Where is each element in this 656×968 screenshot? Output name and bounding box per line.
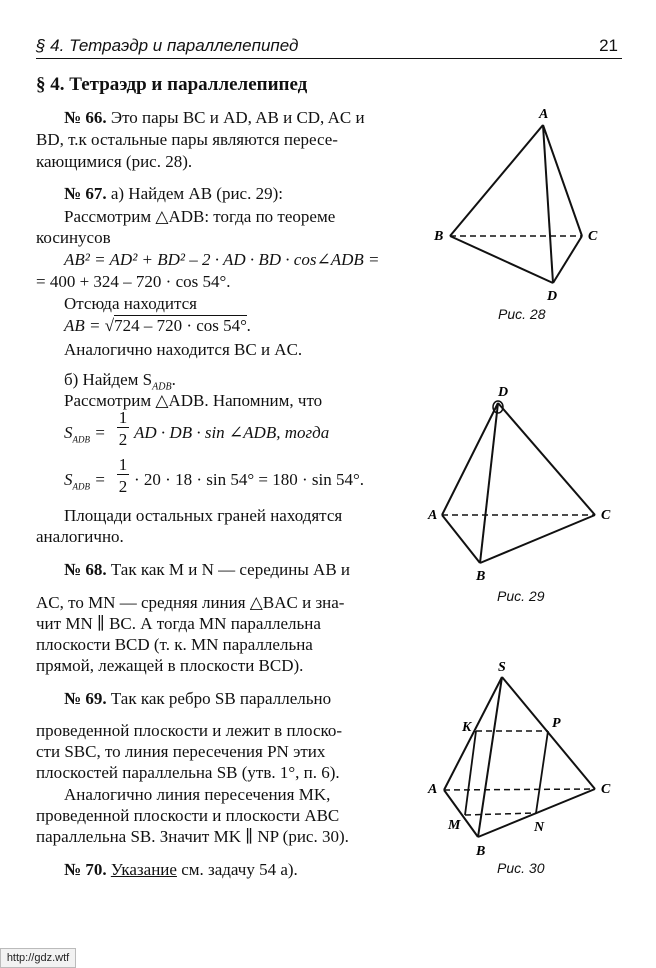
- edge-bc: [480, 515, 595, 563]
- point-label-m: M: [448, 818, 461, 833]
- figure-29-tetrahedron: [420, 378, 620, 588]
- vertex-label-a: A: [428, 508, 438, 523]
- figure-28-caption: Рис. 28: [498, 306, 546, 322]
- problem-number: № 67.: [64, 184, 107, 203]
- sqrt-sign: √: [104, 316, 115, 335]
- edge-ab: [450, 125, 543, 236]
- problem-text: Рассмотрим △ADB. Напомним, что: [64, 391, 323, 410]
- problem-text: проведенной плоскости и плоскости ABC: [36, 806, 340, 825]
- vertex-label-c: C: [601, 508, 611, 523]
- vertex-label-b: B: [476, 844, 486, 859]
- problem-text: Площади остальных граней находятся: [64, 506, 343, 525]
- edge-cd: [553, 236, 582, 283]
- point-label-n: N: [534, 820, 545, 835]
- problem-text: см. задачу 54 а).: [176, 860, 298, 879]
- formula: [64, 315, 251, 336]
- area-formula-1: [64, 422, 106, 450]
- figure-29-caption: Рис. 29: [497, 588, 545, 604]
- problem-text: Это пары BC и AD, AB и CD, AC и: [110, 108, 365, 127]
- edge-ac-hidden: [444, 789, 595, 790]
- problem-text: сти SBC, то линия пересечения PN этих: [36, 742, 326, 761]
- hint-link: Указание: [110, 860, 177, 879]
- edge-bd: [450, 236, 553, 283]
- formula-part: S: [64, 470, 73, 489]
- problem-text: параллельна SB. Значит MK ∥ NP (рис. 30).: [36, 827, 349, 846]
- vertex-label-s: S: [498, 660, 506, 675]
- segment-mn-hidden: [465, 813, 536, 815]
- subscript: ADB: [72, 434, 90, 445]
- formula-part: AB =: [64, 316, 105, 335]
- problem-text: чит MN ∥ BC. А тогда MN параллельна: [36, 614, 321, 633]
- vertex-label-b: B: [434, 229, 444, 244]
- problem-text: Рассмотрим △ADB: тогда по теореме: [64, 207, 336, 226]
- problem-text: Аналогично находится BC и AC.: [64, 340, 303, 359]
- segment-mk: [465, 731, 476, 815]
- vertex-label-d: D: [547, 289, 558, 304]
- figure-30-caption: Рис. 30: [497, 860, 545, 876]
- source-link[interactable]: http://gdz.wtf: [0, 948, 76, 968]
- problem-text: BD, т.к остальные пары являются пересе-: [36, 130, 338, 149]
- formula-part: AD · DB · sin ∠ADB, тогда: [134, 423, 330, 442]
- formula-part: · 20 · 18 · sin 54° = 180 · sin 54°.: [134, 470, 365, 489]
- problem-text: а) Найдем AB (рис. 29):: [110, 184, 283, 203]
- vertex-label-a: A: [539, 107, 549, 122]
- problem-text: Так как M и N — середины AB и: [110, 560, 351, 579]
- problem-text: аналогично.: [36, 527, 124, 546]
- fraction-denominator: 2: [118, 477, 128, 496]
- problem-number: № 70.: [64, 860, 107, 879]
- vertex-label-c: C: [601, 782, 611, 797]
- formula-part: .: [246, 316, 252, 335]
- problem-text: кающимися (рис. 28).: [36, 152, 193, 171]
- edge-db: [480, 403, 498, 563]
- vertex-label-b: B: [476, 569, 486, 584]
- edge-dc: [498, 403, 595, 515]
- vertex-label-a: A: [428, 782, 438, 797]
- problem-text: Так как ребро SB параллельно: [110, 689, 332, 708]
- problem-text: проведенной плоскости и лежит в плоско-: [36, 721, 343, 740]
- page-number: 21: [599, 36, 618, 55]
- running-header-title: § 4. Тетраэдр и параллелепипед: [36, 36, 299, 55]
- problem-number: № 66.: [64, 108, 107, 127]
- edge-ab: [442, 515, 480, 563]
- section-title: § 4. Тетраэдр и параллелепипед: [36, 74, 308, 95]
- problem-text: косинусов: [36, 228, 111, 247]
- problem-text: б) Найдем S: [64, 370, 153, 389]
- segment-pn: [536, 731, 548, 813]
- vertex-label-c: C: [588, 229, 598, 244]
- fraction-denominator: 2: [118, 430, 128, 449]
- problem-text: AC, то MN — средняя линия △BAC и зна-: [36, 593, 345, 612]
- formula-part: S: [64, 423, 73, 442]
- fraction-numerator: 1: [118, 455, 128, 474]
- point-label-p: P: [552, 716, 561, 731]
- formula: AB² = AD² + BD² – 2 · AD · BD · cos∠ADB =: [64, 250, 380, 269]
- problem-text: плоскостей параллельна SB (утв. 1°, п. 6).: [36, 763, 340, 782]
- problem-text: плоскости BCD (т. к. MN параллельна: [36, 635, 313, 654]
- figure-30-tetrahedron-section: [420, 655, 620, 860]
- problem-number: № 69.: [64, 689, 107, 708]
- problem-number: № 68.: [64, 560, 107, 579]
- running-header: [36, 36, 622, 59]
- edge-da: [442, 403, 498, 515]
- figure-28-tetrahedron: [420, 100, 620, 310]
- problem-text: Аналогично линия пересечения MK,: [64, 785, 331, 804]
- point-label-k: K: [462, 720, 472, 735]
- problem-text: .: [171, 370, 176, 389]
- formula-part: =: [90, 423, 106, 442]
- problem-text: Отсюда находится: [64, 294, 197, 313]
- area-formula-2: [64, 469, 106, 497]
- problem-text: прямой, лежащей в плоскости BCD).: [36, 656, 304, 675]
- subscript: ADB: [152, 381, 172, 393]
- fraction-numerator: 1: [118, 408, 128, 427]
- formula-part: =: [90, 470, 106, 489]
- radicand: 724 – 720 · cos 54°: [114, 316, 247, 335]
- formula: = 400 + 324 – 720 · cos 54°.: [36, 272, 231, 291]
- subscript: ADB: [72, 481, 90, 492]
- vertex-label-d: D: [498, 385, 509, 400]
